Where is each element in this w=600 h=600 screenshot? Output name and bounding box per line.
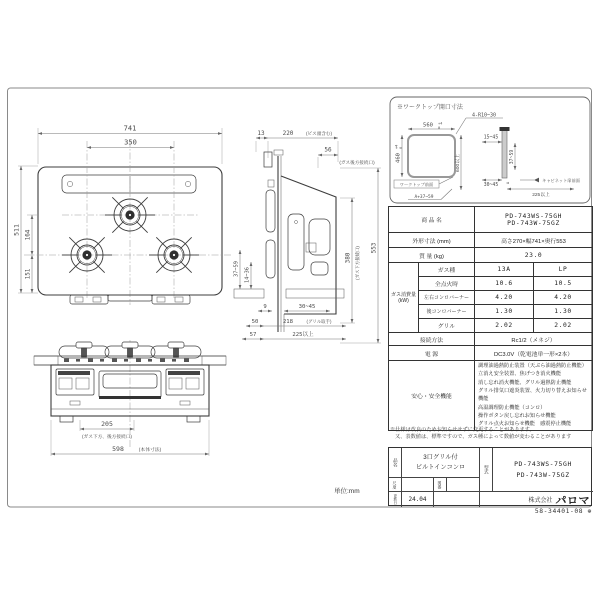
titleblock-date-label: 更新日	[389, 492, 402, 507]
dim-side-9: 9	[263, 304, 267, 310]
titleblock-fig-value	[447, 478, 480, 492]
dim-side-218: 218	[282, 319, 294, 325]
note-gas-bottom: (ガス下方接続口)	[355, 246, 360, 280]
titleblock-company	[480, 492, 593, 507]
safety-line: 調理油過熱防止装置（天ぷら油過熱防止機能）	[478, 363, 587, 369]
safety-line: グリル点火お知らせ機能 感震停止機能	[478, 421, 572, 428]
spec-power-value: DC3.0V（乾電池単一形×2本）	[475, 346, 593, 361]
footnote-2: 又、表数値は、標準ですので、ガス種によって数値が変わることがあります	[395, 433, 572, 440]
footnote-1: ※仕様は改良のためお知らせせずに変更することがあります。	[390, 427, 535, 433]
dim-side-50: 50	[251, 319, 259, 325]
dim-3759: 37~59	[510, 149, 515, 165]
dim-side-56: 56	[324, 146, 332, 154]
spec-size-label: 外形寸法 (mm)	[389, 233, 475, 248]
tol-460-plus: +4	[394, 144, 399, 149]
doc-number-text: 58-34401-08	[534, 508, 584, 515]
spec-product-label: 商 品 名	[389, 207, 475, 233]
safety-line: 操作ボタン戻し忘れお知らせ機能	[478, 412, 556, 419]
titleblock-model	[493, 448, 593, 492]
dim-cutout-560: 560	[423, 122, 433, 129]
document-number	[486, 508, 592, 515]
spec-gas-row-13a: 2.02	[475, 319, 534, 333]
spec-gas-group-2: (kW)	[398, 298, 409, 304]
dim-plan-151: 151	[24, 268, 32, 280]
titleblock-date-value: 24.04	[402, 492, 434, 507]
spec-product-value-2: PD-743W-75GZ	[507, 219, 560, 227]
spec-gas-row-lp: 4.20	[534, 291, 593, 305]
spec-gas-row-label: ガス種	[419, 263, 475, 277]
spec-gas-row-label: 全点火時	[419, 277, 475, 291]
spec-size-value: 高さ270×幅741×奥行553	[475, 233, 593, 248]
dim-cutout-460: 460	[395, 153, 402, 163]
spec-gas-row-lp: 1.30	[534, 305, 593, 319]
model-line1: PD-743WS-75GH	[514, 460, 572, 469]
dim-front-205: 205	[101, 420, 113, 428]
spec-gas-row-13a: 1.30	[475, 305, 534, 319]
titleblock-model-label: 型式	[480, 448, 493, 492]
safety-line: グリル排気口遮炎装置、火力切り替えお知らせ機能	[478, 387, 587, 403]
note-screw-head: (ビス頭含む)	[305, 131, 333, 136]
title-block	[388, 447, 592, 506]
dim-cutout-600: 600以上	[456, 154, 461, 172]
worktop-title: ※ワークトップ開口寸法	[397, 105, 463, 111]
dim-side-13: 13	[257, 130, 265, 137]
dim-1545: 15~45	[483, 135, 499, 141]
front-view	[34, 340, 226, 456]
side-view	[234, 130, 382, 343]
product-name-line2: ビルトインコンロ	[415, 463, 466, 471]
dim-side-1436: 14~36	[244, 267, 251, 283]
dim-side-553: 553	[370, 242, 378, 254]
tol-560-plus: +4	[438, 121, 443, 126]
dim-front-598: 598	[112, 445, 124, 453]
spec-gas-row-lp: LP	[534, 263, 593, 277]
spec-gas-row-lp: 10.5	[534, 277, 593, 291]
safety-line: 消し忘れ消火機能、グリル過熱防止機能	[478, 379, 572, 386]
spec-gas-row-label: グリル	[419, 319, 475, 333]
spec-safety-label: 安心・安全機能	[389, 361, 475, 431]
spec-gas-row-label: 後コンロバーナー	[419, 305, 475, 319]
spec-power-label: 電 源	[389, 346, 475, 361]
titleblock-name	[402, 448, 480, 478]
note-gas-rear: (ガス後方接続口)	[339, 160, 375, 165]
note-corner-radius: 4-R10~30	[471, 112, 497, 119]
dim-side-225: 225以上	[292, 332, 314, 338]
spec-connection-label: 接続方法	[389, 333, 475, 346]
dim-a-range: A+37~59	[414, 195, 434, 200]
titleblock-scale-value	[402, 478, 434, 492]
dim-plan-depth: 511	[12, 224, 21, 236]
titleblock-scale-label: 尺度	[389, 478, 402, 492]
product-name-line1: 3口グリル付	[423, 454, 458, 462]
spec-gas-row-13a: 13A	[475, 263, 534, 277]
dim-side-380: 380	[344, 252, 352, 264]
titleblock-spare-cell	[434, 492, 480, 507]
note-body-size: (本体寸法)	[138, 448, 162, 453]
safety-line: 立消え安全装置、焦げつき消火機能	[478, 371, 562, 378]
dim-side-3045: 30~45	[298, 304, 316, 310]
spec-table	[388, 206, 593, 431]
plan-view	[13, 125, 233, 306]
dim-side-3759: 37~59	[233, 261, 240, 277]
dim-burner-pitch: 350	[124, 138, 137, 147]
dim-side-220: 220	[282, 130, 294, 137]
titleblock-name-label: 品名	[389, 448, 402, 478]
spec-connection-value: Rc1/2（メネジ）	[475, 333, 593, 346]
dim-side-57: 57	[249, 332, 257, 338]
note-grill-handle: (グリル取手)	[306, 319, 332, 324]
dim-3045: 30~45	[483, 183, 499, 188]
note-gas-ports: (ガス下方、後方接続口)	[82, 434, 132, 439]
model-line2: PD-743W-75GZ	[516, 470, 570, 479]
spec-gas-row-13a: 10.6	[475, 277, 534, 291]
tol-560-minus: 0	[438, 126, 441, 130]
safety-line: 高温調理防止機能（コンロ）	[478, 404, 546, 411]
spec-product-value-1: PD-743WS-75GH	[504, 212, 563, 220]
titleblock-fig-label: 図番	[434, 478, 447, 492]
spec-gas-group-1: ガス消費量	[390, 292, 416, 298]
paloma-logo: パロマ	[555, 494, 590, 507]
company-name: 株式会社	[528, 498, 553, 504]
dim-225: 225以上	[532, 193, 550, 198]
worktop-cutout-box	[390, 97, 590, 203]
dim-a: A	[505, 181, 510, 185]
label-cabinet-front: キャビネット扉前面	[542, 178, 580, 183]
spec-weight-value: 23.0	[475, 248, 593, 263]
dim-plan-164: 164	[24, 229, 32, 241]
spec-gas-row-label: 左右コンロバーナー	[419, 291, 475, 305]
label-worktop-front: ワークトップ前面	[399, 182, 434, 187]
spec-gas-row-lp: 2.02	[534, 319, 593, 333]
tol-460-minus: 0	[399, 146, 404, 149]
registration-mark: ⊕	[587, 508, 592, 515]
unit-label: 単位:mm	[334, 488, 360, 495]
spec-gas-row-13a: 4.20	[475, 291, 534, 305]
dim-plan-width: 741	[123, 124, 137, 133]
spec-weight-label: 質 量 (kg)	[389, 248, 475, 263]
footnotes	[390, 427, 592, 440]
